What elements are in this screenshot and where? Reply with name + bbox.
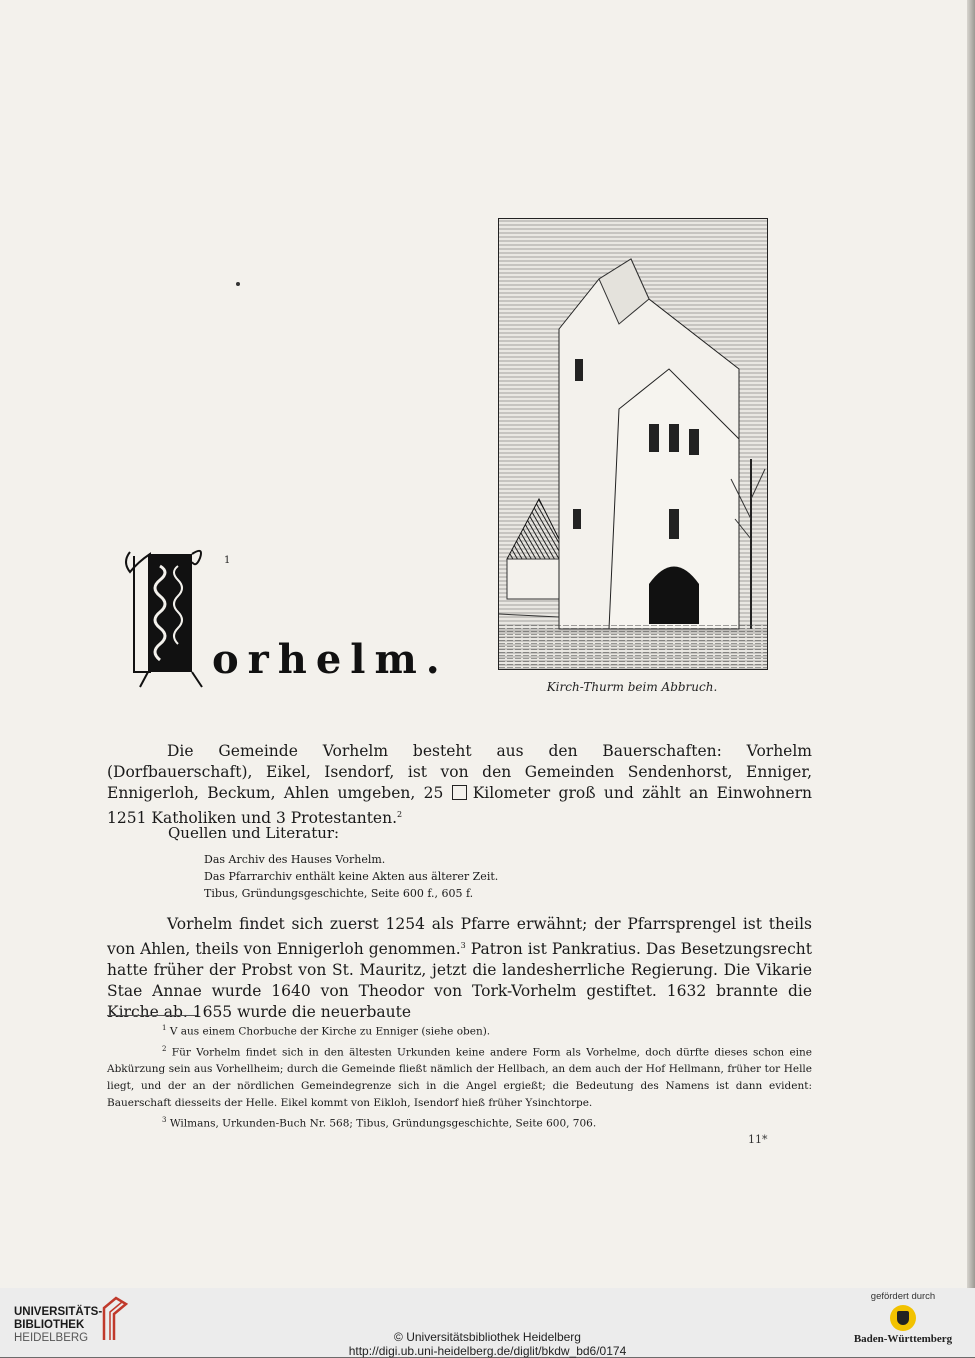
- baden-wuerttemberg-logo-icon: [890, 1305, 916, 1331]
- paragraph-history: [107, 914, 812, 1023]
- sources-heading: Quellen und Literatur:: [168, 824, 340, 842]
- copyright-block: [0, 1330, 975, 1358]
- page-title: orhelm.: [212, 636, 449, 683]
- church-illustration: [498, 218, 768, 670]
- church-tower-drawing: [499, 219, 767, 669]
- footnote-rule: [107, 1015, 197, 1016]
- history-text: Vorhelm findet sich zuerst 1254 als Pfarre erwähnt; der Pfarrsprengel ist theils von Ahlen, theils von Ennigerloh genommen.: [107, 915, 812, 959]
- footnote: [107, 1041, 812, 1113]
- library-name-line: UNIVERSITÄTS-: [14, 1306, 103, 1318]
- paragraph-intro: [107, 741, 812, 829]
- initial-v-glyph: [120, 542, 206, 692]
- decorated-initial: [120, 542, 206, 692]
- footnote-text: Für Vorhelm findet sich in den ältesten Urkunden keine andere Form als Vorhelme, doch dürfte dieses schon eine Abkürzung sein aus Vorhellheim; durch die Gemeinde fließt nämlich der Hellbach, an dem auch der Hof Hellmann, früher tor Helle liegt, und der an der nördlichen Gemeindegrenze sich in die Angel ergießt; die Bedeutung des Namens ist dann evident: Bauerschaft diesseits der Helle. Eikel kommt von Eikloh, Isendorf hieß früher Ysinchtorpe.: [107, 1046, 812, 1109]
- source-item: Das Pfarrarchiv enthält keine Akten aus älterer Zeit.: [204, 870, 499, 883]
- footnote-number: 3: [162, 1116, 167, 1124]
- page-edge: [967, 0, 975, 1288]
- sources-list: [204, 851, 498, 902]
- intro-text-cont: Kilometer groß und zählt an Einwohnern 1251 Katholiken und 3 Protestanten.: [107, 784, 812, 828]
- footnote-number: 2: [162, 1044, 167, 1053]
- permalink[interactable]: http://digi.ub.uni-heidelberg.de/diglit/bkdw_bd6/0174: [348, 1344, 627, 1358]
- history-text-cont: Patron ist Pankratius. Das Besetzungsrecht hatte früher der Probst von St. Mauritz, jetzt die landesherrliche Regierung. Die Vikarie Stae Annae wurde 1640 von Theodor von Tork-Vorhelm gestiftet. 1632 brannte die Kirche ab. 1655 wurde die neuerbaute: [107, 940, 812, 1022]
- footnote-text: Wilmans, Urkunden-Buch Nr. 568; Tibus, Gründungsgeschichte, Seite 600, 706.: [169, 1117, 597, 1130]
- footnote-ref: 2: [397, 810, 403, 819]
- funded-by-label: gefördert durch: [870, 1291, 936, 1302]
- footnote-number: 1: [162, 1024, 167, 1032]
- library-name-line: BIBLIOTHEK: [14, 1319, 85, 1331]
- source-item: Das Archiv des Hauses Vorhelm.: [204, 853, 386, 866]
- ink-dot: [236, 282, 240, 286]
- intro-text: Die Gemeinde Vorhelm besteht aus den Bauerschaften: Vorhelm (Dorfbauerschaft), Eikel, Isendorf, ist von den Gemeinden Sendenhorst, Enniger, Ennigerloh, Beckum, Ahlen umgeben, 25: [107, 742, 812, 802]
- footnote: [107, 1112, 812, 1133]
- footnotes: [107, 1020, 812, 1133]
- funder-name: Baden-Württemberg: [853, 1333, 953, 1345]
- funder-block: [838, 1291, 968, 1345]
- square-symbol-icon: [452, 785, 467, 800]
- source-item: Tibus, Gründungsgeschichte, Seite 600 f., 605 f.: [204, 887, 474, 900]
- library-name-line: HEIDELBERG: [14, 1332, 89, 1344]
- title-footnote-ref: 1: [224, 555, 231, 566]
- footnote-text: V aus einem Chorbuche der Kirche zu Enniger (siehe oben).: [169, 1025, 491, 1038]
- footnote-ref: 3: [460, 941, 466, 950]
- sheet-signature: 11*: [748, 1133, 768, 1146]
- illustration-caption: Kirch-Thurm beim Abbruch.: [546, 680, 718, 694]
- copyright-text: © Universitätsbibliothek Heidelberg: [394, 1330, 581, 1344]
- footnote: [107, 1020, 812, 1041]
